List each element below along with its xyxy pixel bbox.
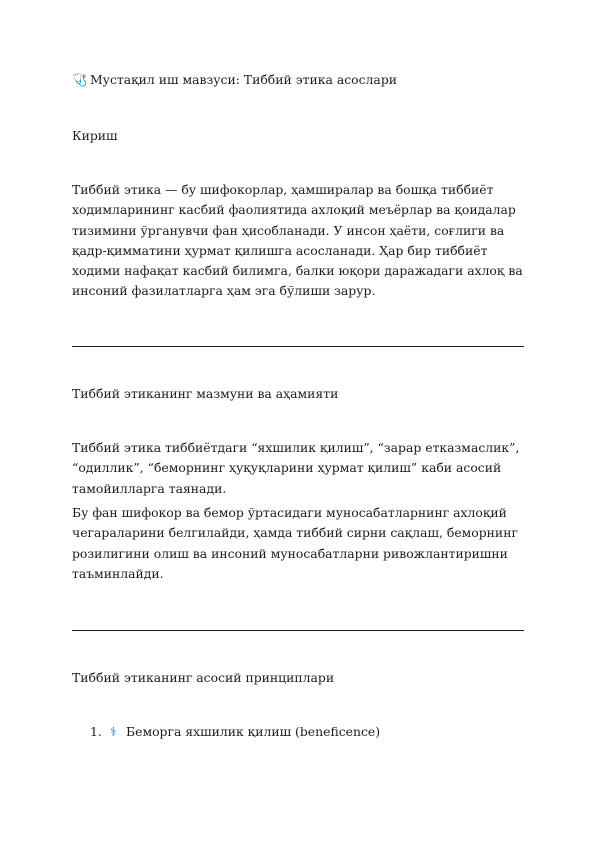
list-item-number: 1.	[90, 724, 102, 739]
intro-text: Тиббий этика — бу шифокорлар, ҳамширалар ва бошқа тиббиёт ходимларининг касбий фаолиятида ахлоқий меъёрлар ва қоидалар тизимини ўрганувчи фан ҳисобланади. У инсон ҳаёти, соғлиги ва қадр-қимматини ҳурмат қилишга асосланади. Ҳар бир тиббиёт ходими нафақат касбий билимга, балки юқори даражадаги ахлоқ ва инсоний фазилатларга ҳам эга бўлиши зарур.	[72, 182, 523, 299]
list-item	[90, 724, 380, 739]
divider	[72, 630, 524, 631]
caduceus-icon: ⚕	[110, 724, 117, 739]
document-title	[72, 72, 397, 88]
content-text-2: Бу фан шифокор ва бемор ўртасидаги муносабатларнинг ахлоқий чегараларини белгилайди, ҳамда тиббий сирни сақлаш, беморнинг розилигини олиш ва инсоний муносабатларни ривожлантиришни таъминлайди.	[72, 505, 518, 581]
content-heading: Тиббий этиканинг мазмуни ва аҳамияти	[72, 386, 339, 401]
divider	[72, 346, 524, 347]
intro-heading: Кириш	[72, 128, 118, 143]
content-paragraph-2	[72, 503, 524, 584]
stethoscope-icon: 🩺	[72, 72, 88, 87]
content-text-1: Тиббий этика тиббиётдаги “яхшилик қилиш”, “зарар етказмаслик”, “одиллик”, “беморнинг ҳуқуқларини ҳурмат қилиш” каби асосий тамойилларга таянади.	[72, 440, 520, 496]
intro-paragraph	[72, 180, 524, 302]
content-paragraph-1	[72, 438, 524, 499]
principles-heading: Тиббий этиканинг асосий принциплари	[72, 670, 335, 685]
title-text: Мустақил иш мавзуси: Тиббий этика асослари	[90, 72, 398, 87]
list-item-text: Беморга яхшилик қилиш (beneficence)	[126, 724, 381, 739]
